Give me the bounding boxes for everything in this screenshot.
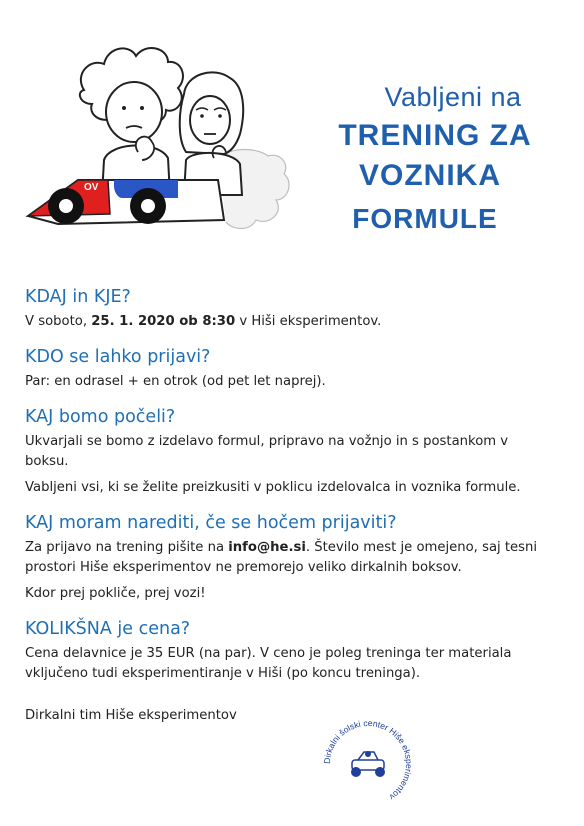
section-text: Ukvarjali se bomo z izdelavo formul, pripravo na vožnjo in s postankom v boksu. — [25, 434, 509, 469]
stamp-car-icon — [351, 751, 385, 777]
content — [25, 286, 555, 698]
stamp-ring-text: Dirkalni šolski center Hiše eksperimentov — [321, 717, 415, 803]
stamp-logo — [318, 714, 418, 814]
headline-line-2: TRENING ZA — [338, 119, 532, 152]
section-text: Cena delavnice je 35 EUR (na par). V ceno je poleg treninga ter materiala vključeno tudi eksperimentiranje v Hiši (po koncu treninga). — [25, 646, 512, 681]
race-car-illustration — [18, 30, 293, 255]
headline-line-3: VOZNIKA — [359, 159, 501, 192]
section-what — [25, 406, 555, 498]
section-heading: KOLIKŠNA je cena? — [25, 619, 191, 639]
section-how-to-apply — [25, 512, 555, 604]
section-heading: KDO se lahko prijavi? — [25, 347, 211, 367]
section-price — [25, 618, 555, 684]
section-heading: KAJ bomo počeli? — [25, 407, 176, 427]
headline-line-1: Vabljeni na — [384, 82, 522, 112]
right-face — [190, 96, 230, 144]
section-who — [25, 346, 555, 392]
section-text: Par: en odrasel + en otrok (od pet let naprej). — [25, 374, 326, 389]
headline-line-4: FORMULE — [352, 203, 498, 234]
headline — [300, 84, 570, 233]
left-face — [106, 82, 162, 142]
section-text: Za prijavo na trening pišite na info@he.si. Število mest je omejeno, saj tesni prostori Hiše eksperimentov ne premorejo veliko dirkalnih boksov. — [25, 540, 538, 575]
section-when-where — [25, 286, 555, 332]
section-text: V soboto, 25. 1. 2020 ob 8:30 v Hiši eksperimentov. — [25, 314, 382, 329]
email-link[interactable]: info@he.si — [228, 540, 306, 555]
section-text: Vabljeni vsi, ki se želite preizkusiti v poklicu izdelovalca in voznika formule. — [25, 480, 521, 495]
section-heading: KDAJ in KJE? — [25, 287, 131, 307]
section-text: Kdor prej pokliče, prej vozi! — [25, 586, 206, 601]
signature: Dirkalni tim Hiše eksperimentov — [25, 708, 237, 723]
car-label: OV — [84, 182, 99, 193]
section-heading: KAJ moram narediti, če se hočem prijaviti? — [25, 513, 397, 533]
